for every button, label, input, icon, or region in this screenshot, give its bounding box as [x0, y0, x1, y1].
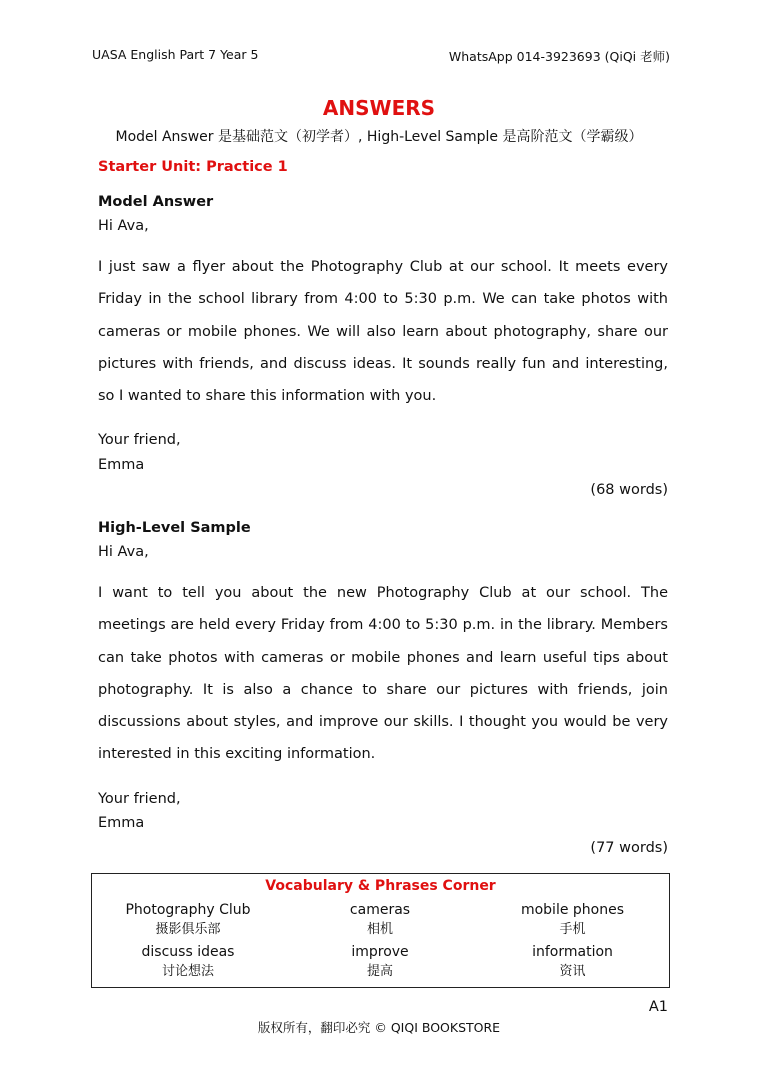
high-level-label: High-Level Sample	[98, 520, 251, 536]
page-subtitle: Model Answer 是基础范文（初学者）, High-Level Sample 是高阶范文（学霸级）	[115, 129, 643, 145]
model-closing: Your friend,	[98, 432, 181, 448]
model-answer-label: Model Answer	[98, 194, 214, 210]
vocabulary-grid	[92, 900, 669, 982]
vocab-english: mobile phones	[520, 902, 625, 918]
vocab-chinese: 摄影俱乐部	[155, 922, 221, 937]
vocab-item	[92, 942, 284, 982]
vocab-english: Photography Club	[125, 902, 251, 918]
vocab-item	[284, 900, 476, 940]
vocab-item	[284, 942, 476, 982]
model-word-count: (68 words)	[590, 482, 668, 498]
vocab-chinese: 手机	[559, 922, 586, 937]
model-body: I just saw a flyer about the Photography Club at our school. It meets every Friday in the school library from 4:00 to 5:30 p.m. We can take photos with cameras or mobile phones. We will also learn about photography, share our pictures with friends, and discuss ideas. It sounds really fun and interesting, so I wanted to share this information with you.	[98, 259, 668, 405]
high-closing: Your friend,	[98, 791, 181, 807]
model-greeting: Hi Ava,	[98, 218, 149, 234]
vocab-item	[476, 942, 669, 982]
vocab-chinese: 提高	[366, 964, 393, 979]
vocabulary-box	[91, 873, 670, 988]
vocab-chinese: 资讯	[559, 964, 586, 979]
header-right: WhatsApp 014-3923693 (QiQi 老师)	[448, 49, 670, 64]
footer-copyright: 版权所有，翻印必究 © QIQI BOOKSTORE	[257, 1020, 501, 1035]
vocab-chinese: 相机	[366, 922, 393, 937]
page-number: A1	[648, 999, 668, 1015]
high-greeting: Hi Ava,	[98, 544, 149, 560]
vocab-english: cameras	[349, 902, 411, 918]
model-signature: Emma	[98, 457, 145, 473]
vocabulary-title: Vocabulary & Phrases Corner	[265, 878, 496, 894]
high-body: I want to tell you about the new Photography Club at our school. The meetings are held every Friday from 4:00 to 5:30 p.m. in the library. Members can take photos with cameras or mobile phones and learn useful tips about photography. It is also a chance to share our pictures with friends, join discussions about styles, and improve our skills. I thought you would be very interested in this exciting information.	[98, 585, 668, 763]
high-signature: Emma	[98, 815, 145, 831]
section-heading: Starter Unit: Practice 1	[98, 159, 288, 175]
page-title: ANSWERS	[322, 96, 436, 120]
header-left: UASA English Part 7 Year 5	[92, 47, 259, 62]
vocab-item	[476, 900, 669, 940]
vocab-chinese: 讨论想法	[161, 964, 214, 979]
vocab-english: improve	[351, 944, 409, 960]
high-word-count: (77 words)	[590, 840, 668, 856]
vocab-item	[92, 900, 284, 940]
vocab-english: discuss ideas	[141, 944, 235, 960]
vocab-english: information	[532, 944, 613, 960]
